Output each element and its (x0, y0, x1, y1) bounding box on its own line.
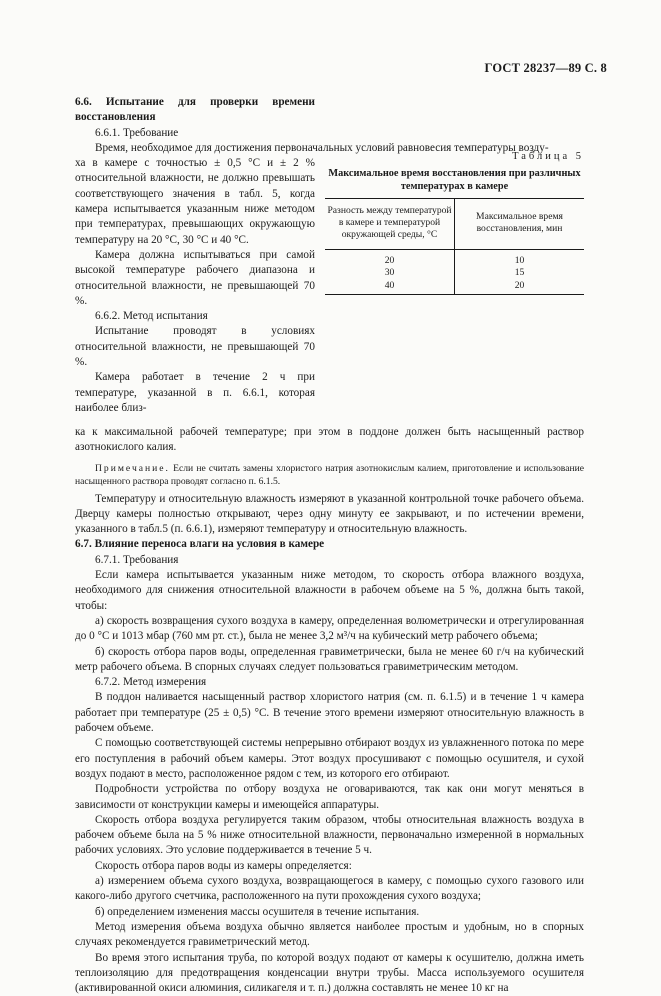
note-text: Если не считать замены хлористого натрия азотнокислым калием, приготовление и использование насыщенного раствора проводят согласно п. 6.1.5. (75, 463, 584, 487)
table-caption: Таблица 5 (325, 149, 584, 164)
paragraph: ха в камере с точностью ± 0,5 °С и ± 2 % относительной влажности, не должно превышать соответствующего значения в табл. 5, когда камера испытывается указанным ниже методом при температурах, превышающих окружающую температуру на 20 °С, 30 °С и 40 °С. (75, 156, 315, 248)
table-title: Максимальное время восстановления при различных температурах в камере (325, 168, 584, 193)
section-heading: 6.6. Испытание для проверки времени восстановления (75, 95, 315, 126)
paragraph: ка к максимальной рабочей температуре; при этом в поддоне должен быть насыщенный раствор азотнокислого калия. (75, 425, 584, 456)
cell-temp-diff: 20 (325, 250, 455, 267)
paragraph: Температуру и относительную влажность измеряют в указанной контрольной точке рабочего объема. Дверцу камеры полностью открывают, через одну минуту ее закрывают, и по истечении времени, указанного в табл.5 (п. 6.6.1), измеряют температуру и относительную влажность. (75, 492, 584, 538)
cell-recovery-time: 15 (455, 267, 585, 280)
table-row (325, 279, 584, 294)
note-label: Примечание. (95, 463, 170, 474)
paragraph: С помощью соответствующей системы непрерывно отбирают воздух из увлажненного потока по мере его поступления в рабочий объем камеры. Этот воздух просушивают с помощью осушителя, и сухой воздух подают в место, расположенное рядом с тем, из которого его отбирают. (75, 736, 584, 782)
paragraph: Подробности устройства по отбору воздуха не оговариваются, так как они могут меняться в зависимости от конструкции камеры и имеющейся аппаратуры. (75, 782, 584, 813)
main-text (75, 425, 584, 996)
table-5 (325, 149, 584, 295)
list-item: б) скорость отбора паров воды, определенная гравиметрически, была не менее 60 г/ч на кубический метр рабочего объема. В спорных случаях следует пользоваться гравиметрическим методом. (75, 645, 584, 676)
paragraph: В поддон наливается насыщенный раствор хлористого натрия (см. п. 6.1.5) и в течение 1 ч камера работает при температуре (25 ± 0,5) °С. В течение этого времени измеряют относительную влажность в рабочем объеме. (75, 690, 584, 736)
paragraph: Время, необходимое для достижения первоначальных условий равновесия температуры возду- (75, 141, 584, 156)
section-heading: 6.7. Влияние переноса влаги на условия в камере (75, 537, 584, 552)
table-row (325, 250, 584, 267)
paragraph: Если камера испытывается указанным ниже методом, то скорость отбора влажного воздуха, необходимого для снижения относительной влажности в рабочем объеме на 5 %, должна быть такой, чтобы: (75, 568, 584, 614)
note (75, 462, 584, 488)
column-header-temp-diff: Разность между температурой в камере и температурой окружающей среды, °С (325, 199, 455, 250)
cell-temp-diff: 30 (325, 267, 455, 280)
paragraph: Во время этого испытания труба, по которой воздух подают от камеры к осушителю, должна иметь теплоизоляцию для предотвращения конденсации внутри трубы. Масса используемого осушителя (активированной окиси алюминия, силикагеля и т. п.) должна составлять не менее 10 кг на (75, 951, 584, 996)
paragraph: Скорость отбора паров воды из камеры определяется: (75, 859, 584, 874)
subsection-heading: 6.6.2. Метод испытания (75, 309, 315, 324)
subsection-heading: 6.7.2. Метод измерения (75, 675, 584, 690)
subsection-heading: 6.7.1. Требования (75, 553, 584, 568)
paragraph: Метод измерения объема воздуха обычно является наиболее простым и удобным, но в спорных случаях рекомендуется гравиметрический метод. (75, 920, 584, 951)
paragraph: Скорость отбора воздуха регулируется таким образом, чтобы относительная влажность воздуха в рабочем объеме была на 5 % ниже относительной влажности, первоначально измеренной в нормальных рабочих условиях. Это условие поддерживается в течение 5 ч. (75, 813, 584, 859)
subsection-heading: 6.6.1. Требование (75, 126, 315, 141)
table-row (325, 267, 584, 280)
cell-recovery-time: 10 (455, 250, 585, 267)
list-item: а) измерением объема сухого воздуха, возвращающегося в камеру, с помощью сухого газового или какого-либо другого счетчика, расположенного на пути прохождения сухого воздуха; (75, 874, 584, 905)
cell-temp-diff: 40 (325, 279, 455, 294)
paragraph: Камера должна испытываться при самой высокой температуре рабочего диапазона и относительной влажности, не превышающей 70 %. (75, 248, 315, 309)
page-header: ГОСТ 28237—89 С. 8 (484, 61, 607, 76)
paragraph: Испытание проводят в условиях относительной влажности, не превышающей 70 %. (75, 324, 315, 370)
list-item: б) определением изменения массы осушителя в течение испытания. (75, 905, 584, 920)
column-header-recovery-time: Максимальное время восстановления, мин (455, 199, 585, 250)
recovery-time-table (325, 198, 584, 295)
list-item: а) скорость возвращения сухого воздуха в камеру, определенная волюметрически и отрегулированная до 0 °С и 1013 мбар (760 мм рт. ст.), была не менее 3,2 м³/ч на кубический метр рабочего объема; (75, 614, 584, 645)
cell-recovery-time: 20 (455, 279, 585, 294)
left-column (75, 95, 315, 416)
paragraph: Камера работает в течение 2 ч при температуре, указанной в п. 6.6.1, которая наиболее близ- (75, 370, 315, 416)
